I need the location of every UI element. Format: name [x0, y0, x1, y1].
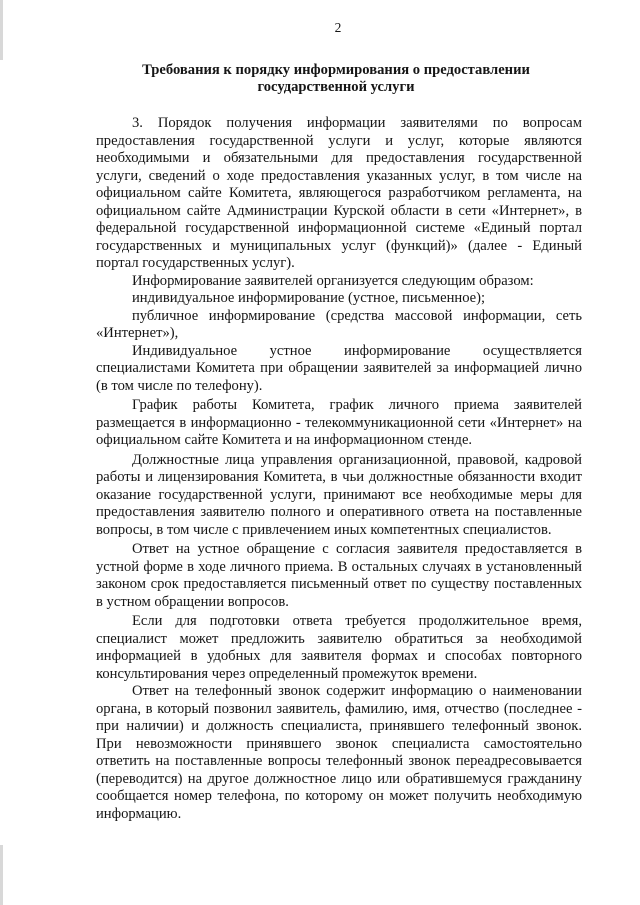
- document-body: [96, 115, 582, 823]
- scan-edge-shadow: [0, 845, 3, 905]
- paragraph: Ответ на устное обращение с согласия заявителя предоставляется в устной форме в ходе личного приема. В остальных случаях в установленный законом срок предоставляется письменный ответ по существу поставленных в устном обращении вопросов.: [96, 541, 582, 610]
- paragraph: публичное информирование (средства массовой информации, сеть «Интернет»),: [96, 307, 582, 341]
- page-number: 2: [334, 20, 342, 35]
- section-title: Требования к порядку информирования о предоставлении государственной услуги: [142, 62, 530, 95]
- paragraph: индивидуальное информирование (устное, письменное);: [132, 290, 486, 306]
- paragraph: Индивидуальное устное информирование осуществляется специалистами Комитета при обращении заявителей за информацией лично (в том числе по телефону).: [96, 342, 582, 394]
- paragraph: Ответ на телефонный звонок содержит информацию о наименовании органа, в который позвонил заявитель, фамилию, имя, отчество (последнее - при наличии) и должность специалиста, принявшего телефонный звонок. При невозможности принявшего звонок специалиста самостоятельно ответить на поставленные вопросы телефонный звонок переадресовывается (переводится) на другое должностное лицо или обратившемуся гражданину сообщается номер телефона, по которому он может получить необходимую информацию.: [96, 683, 582, 822]
- paragraph: 3. Порядок получения информации заявителями по вопросам предоставления государственной услуги и услуг, которые являются необходимыми и обязательными для предоставления государственной услуги, сведений о ходе предоставления указанных услуг, в том числе на официальном сайте Комитета, являющегося разработчиком регламента, на официальном сайте Администрации Курской области в сети «Интернет», в федеральной государственной информационной системе «Единый портал государственных и муниципальных услуг (функций)» (далее - Единый портал государственных услуг).: [96, 115, 582, 271]
- paragraph: Если для подготовки ответа требуется продолжительное время, специалист может предложить заявителю обратиться за необходимой информацией в удобных для заявителя формах и способах повторного консультирования через определенный промежуток времени.: [96, 613, 582, 682]
- paragraph: Информирование заявителей организуется следующим образом:: [132, 272, 534, 289]
- paragraph: Должностные лица управления организационной, правовой, кадровой работы и лицензирования Комитета, в чьи должностные обязанности входит оказание государственной услуги, принимают все необходимые меры для предоставления заявителю полного и оперативного ответа на поставленные вопросы, в том числе с привлечением иных компетентных специалистов.: [96, 451, 582, 538]
- paragraph: График работы Комитета, график личного приема заявителей размещается в информационно - телекоммуникационной сети «Интернет» на официальном сайте Комитета и на информационном стенде.: [96, 397, 582, 448]
